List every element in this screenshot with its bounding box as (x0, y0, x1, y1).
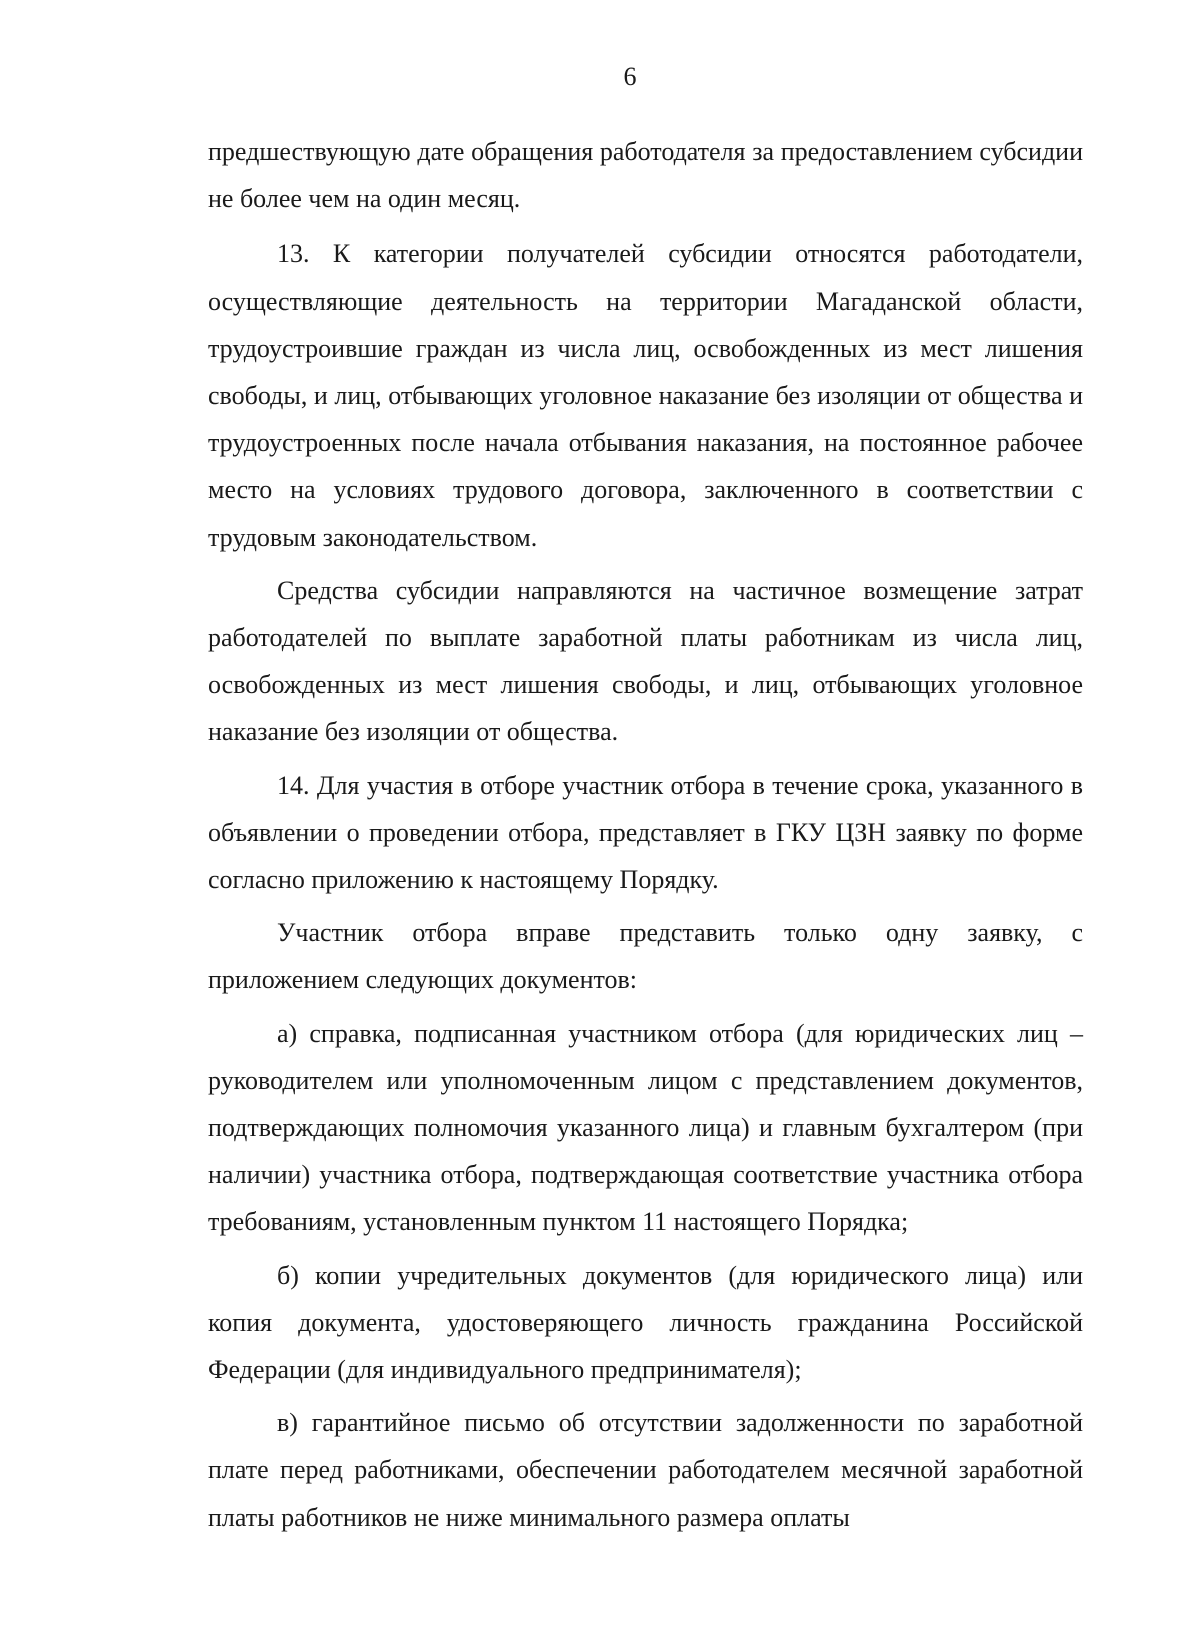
list-item-a: а) справка, подписанная участником отбора (для юридических лиц – руководителем или уполномоченным лицом с представлением документов, подтверждающих полномочия указанного лица) и главным бухгалтером (при наличии) участника отбора, подтверждающая соответствие участника отбора требованиям, установленным пунктом 11 настоящего Порядка; (208, 1018, 1083, 1237)
paragraph-single-application: Участник отбора вправе представить только одну заявку, с приложением следующих документов: (208, 918, 1083, 995)
paragraph-item-13: 13. К категории получателей субсидии относятся работодатели, осуществляющие деятельность на территории Магаданской области, трудоустроившие граждан из числа лиц, освобожденных из мест лишения свободы, и лиц, отбывающих уголовное наказание без изоляции от общества и трудоустроенных после начала отбывания наказания, на постоянное рабочее место на условиях трудового договора, заключенного в соответствии с трудовым законодательством. (208, 239, 1083, 552)
document-body (208, 128, 1083, 1541)
list-item-b: б) копии учредительных документов (для юридического лица) или копия документа, удостоверяющего личность гражданина Российской Федерации (для индивидуального предпринимателя); (208, 1260, 1083, 1385)
paragraph-continuation: предшествующую дате обращения работодателя за предоставлением субсидии не более чем на один месяц. (208, 137, 1083, 214)
paragraph-item-14: 14. Для участия в отборе участник отбора в течение срока, указанного в объявлении о проведении отбора, представляет в ГКУ ЦЗН заявку по форме согласно приложению к настоящему Порядку. (208, 770, 1083, 895)
page-number: 6 (623, 62, 637, 91)
list-item-v: в) гарантийное письмо об отсутствии задолженности по заработной плате перед работниками, обеспечении работодателем месячной заработной платы работников не ниже минимального размера оплаты (208, 1408, 1083, 1532)
paragraph-subsidy-funds: Средства субсидии направляются на частичное возмещение затрат работодателей по выплате заработной платы работникам из числа лиц, освобожденных из мест лишения свободы, и лиц, отбывающих уголовное наказание без изоляции от общества. (208, 575, 1083, 747)
